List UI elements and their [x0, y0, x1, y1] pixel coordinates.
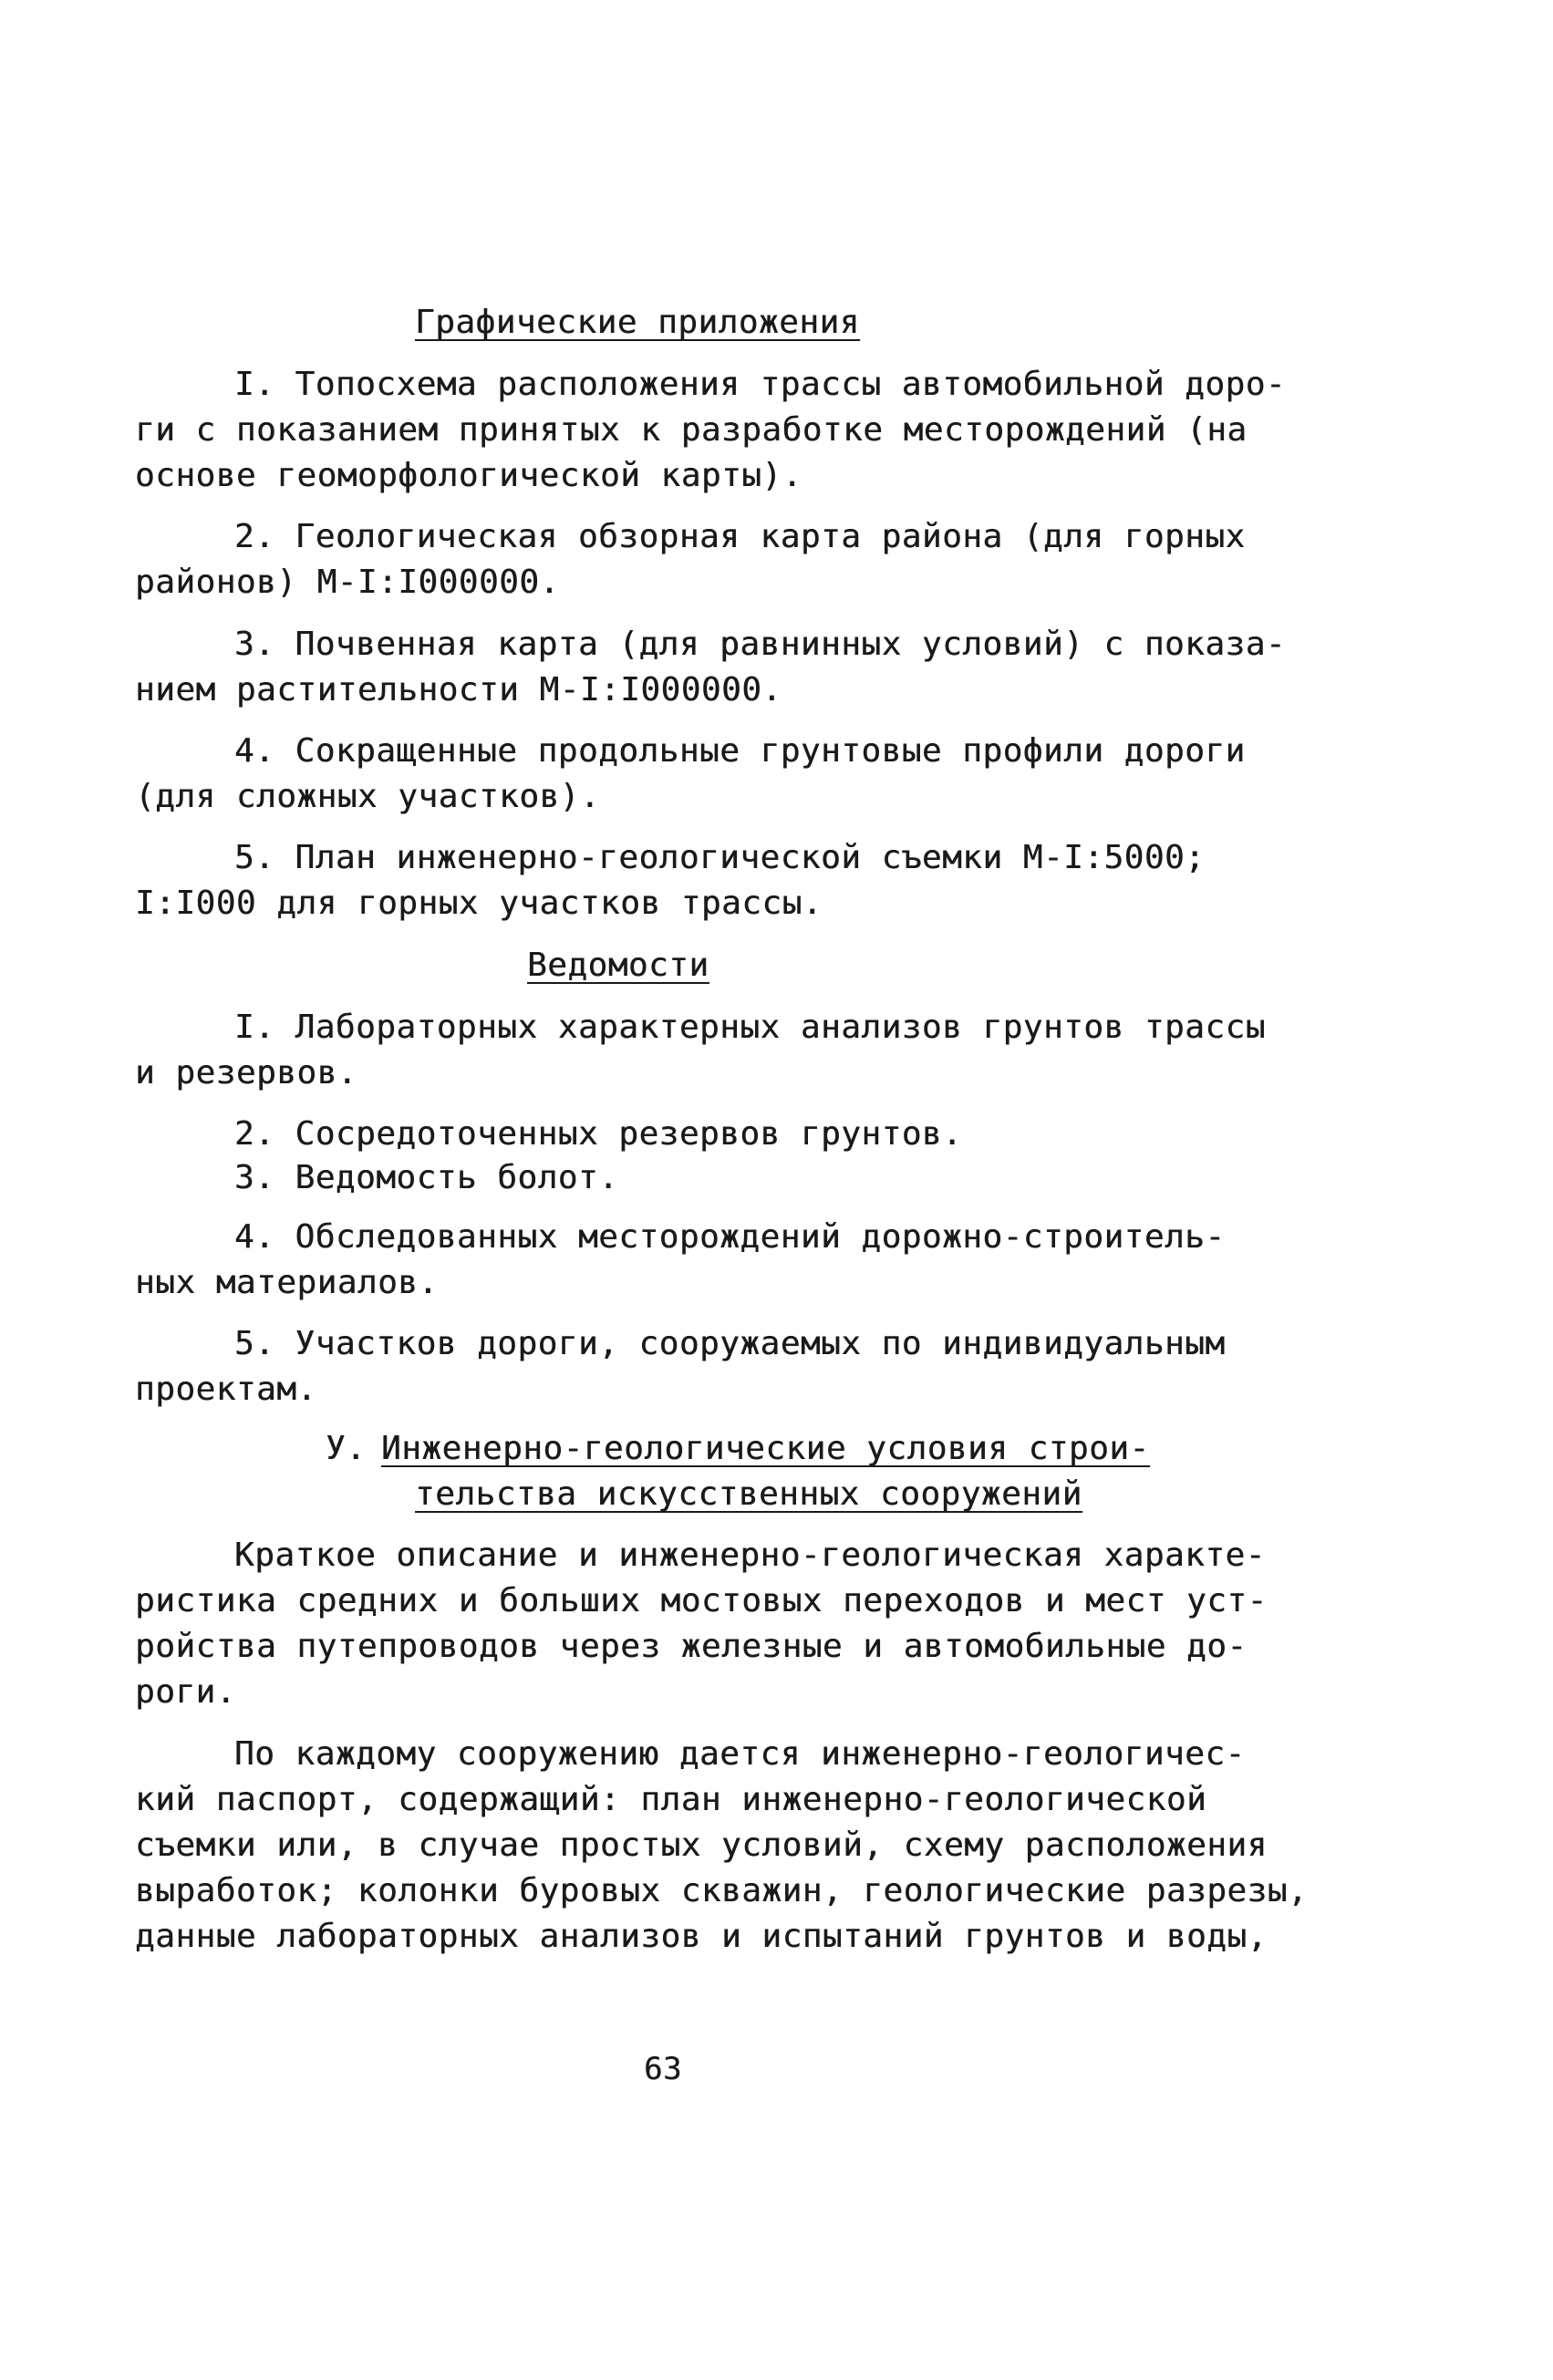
- appendix-3-line-2: нием растительности М-I:I000000.: [135, 671, 782, 709]
- paragraph-2-line-1: По каждому сооружению дается инженерно-геологичес-: [234, 1735, 1246, 1773]
- paragraph-2-line-5: данные лабораторных анализов и испытаний грунтов и воды,: [135, 1918, 1268, 1955]
- paragraph-2-line-4: выработок; колонки буровых скважин, геологические разрезы,: [135, 1872, 1309, 1909]
- statement-2-line-1: 2. Сосредоточенных резервов грунтов.: [234, 1115, 963, 1153]
- appendix-4-line-2: (для сложных участков).: [135, 778, 600, 815]
- paragraph-2-line-3: съемки или, в случае простых условий, схему расположения: [135, 1826, 1268, 1864]
- paragraph-1-line-2: ристика средних и больших мостовых переходов и мест уст-: [135, 1582, 1268, 1619]
- paragraph-1-line-3: ройства путепроводов через железные и автомобильные до-: [135, 1628, 1248, 1665]
- appendix-5-line-1: 5. План инженерно-геологической съемки М-I:5000;: [234, 839, 1206, 876]
- statement-3-line-1: 3. Ведомость болот.: [234, 1159, 619, 1196]
- appendix-2-line-2: районов) М-I:I000000.: [135, 564, 560, 601]
- appendix-5-line-2: I:I000 для горных участков трассы.: [135, 885, 823, 922]
- statement-4-line-1: 4. Обследованных месторождений дорожно-строитель-: [234, 1218, 1226, 1256]
- appendix-1-line-3: основе геоморфологической карты).: [135, 457, 802, 494]
- appendix-1-line-2: ги с показанием принятых к разработке месторождений (на: [135, 411, 1248, 449]
- statement-1-line-1: I. Лабораторных характерных анализов грунтов трассы: [234, 1009, 1266, 1046]
- statement-4-line-2: ных материалов.: [135, 1264, 439, 1301]
- paragraph-1-line-1: Краткое описание и инженерно-геологическая характе-: [234, 1537, 1266, 1574]
- page-number: 63: [644, 2051, 682, 2087]
- appendix-1-line-1: I. Топосхема расположения трассы автомобильной доро-: [234, 366, 1287, 403]
- paragraph-2-line-2: кий паспорт, содержащий: план инженерно-геологической: [135, 1781, 1207, 1818]
- heading-statements: Ведомости: [527, 947, 709, 984]
- section-title-line-2: тельства искусственных сооружений: [415, 1475, 1082, 1513]
- statement-5-line-2: проектам.: [135, 1371, 317, 1408]
- statement-1-line-2: и резервов.: [135, 1054, 357, 1092]
- section-number: У.: [326, 1430, 367, 1467]
- appendix-2-line-1: 2. Геологическая обзорная карта района (для горных: [234, 518, 1246, 555]
- appendix-4-line-1: 4. Сокращенные продольные грунтовые профили дороги: [234, 732, 1246, 770]
- section-title-line-1: Инженерно-геологические условия строи-: [381, 1430, 1150, 1467]
- appendix-3-line-1: 3. Почвенная карта (для равнинных условий) с показа-: [234, 626, 1287, 663]
- heading-graphic-appendices: Графические приложения: [415, 304, 860, 341]
- statement-5-line-1: 5. Участков дороги, сооружаемых по индивидуальным: [234, 1325, 1226, 1362]
- paragraph-1-line-4: роги.: [135, 1673, 236, 1711]
